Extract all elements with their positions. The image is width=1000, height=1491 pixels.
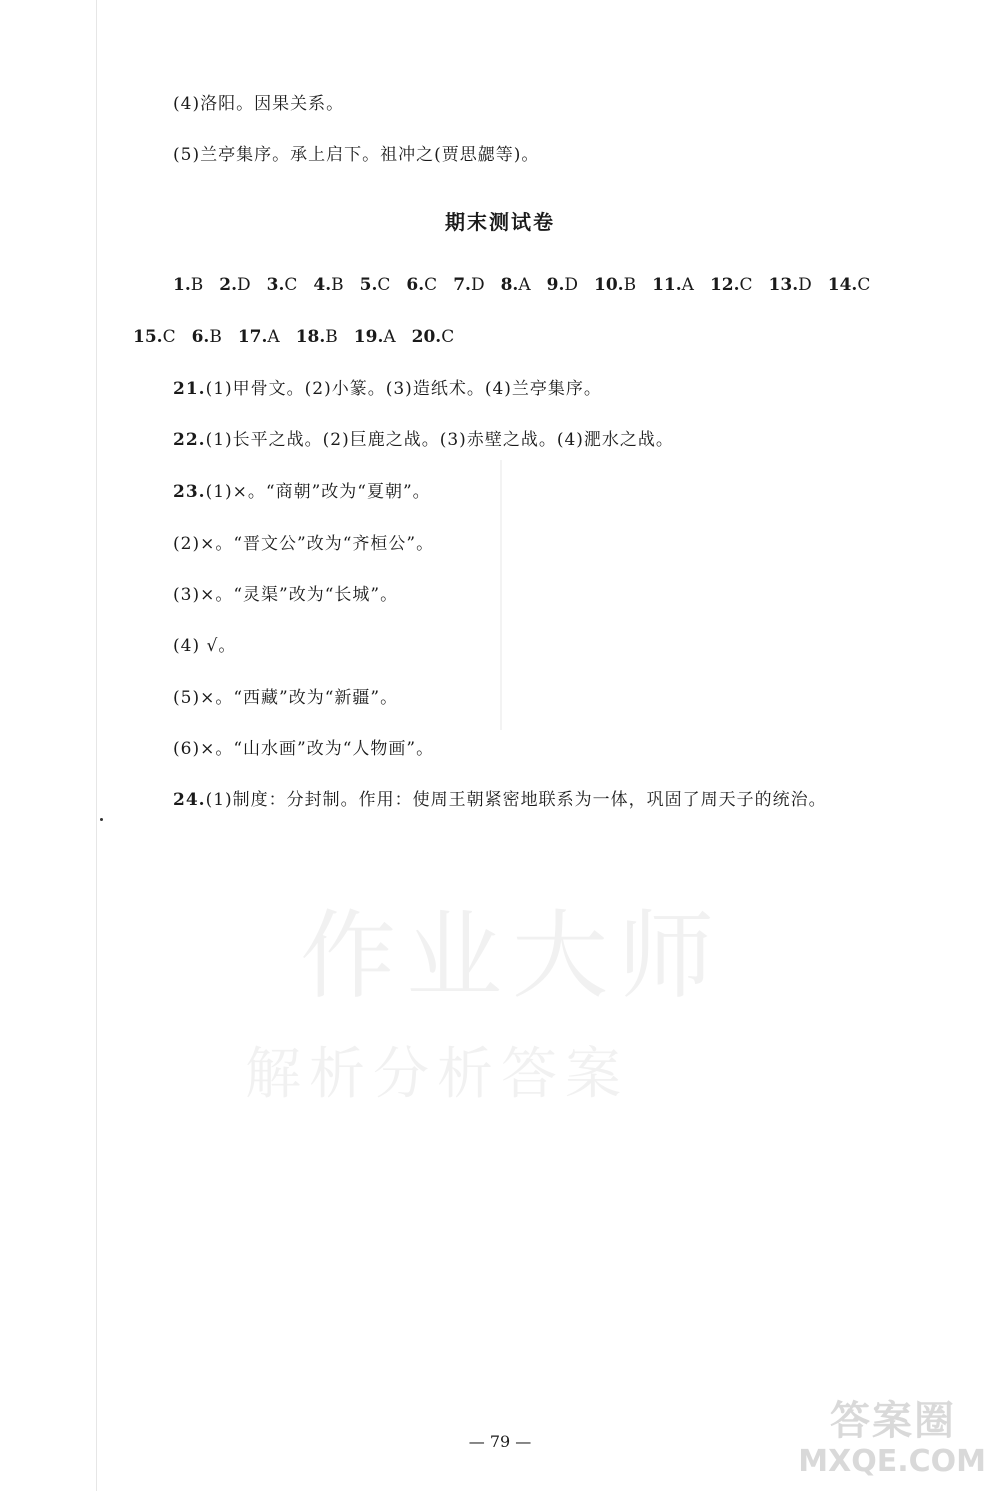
mc-answer-item xyxy=(710,274,753,296)
stamp-url-text: MXQE.COM xyxy=(798,1444,986,1479)
mc-question-number: 10. xyxy=(594,275,624,295)
mc-answer-letter: C xyxy=(739,275,753,295)
section-title: 期末测试卷 xyxy=(445,210,555,234)
mc-answers-row-2 xyxy=(133,326,470,348)
mc-answer-letter: C xyxy=(162,327,176,347)
mc-answer-letter: D xyxy=(237,275,251,295)
mc-answer-letter: D xyxy=(798,275,812,295)
question-23-part-5: (5)×。“西藏”改为“新疆”。 xyxy=(173,688,399,708)
question-23-part-2: (2)×。“晋文公”改为“齐桓公”。 xyxy=(173,534,435,554)
mc-question-number: 9. xyxy=(546,275,565,295)
mc-question-number: 5. xyxy=(359,275,378,295)
mc-question-number: 7. xyxy=(453,275,471,295)
mc-answer-item xyxy=(652,274,694,296)
mc-question-number: 19. xyxy=(353,327,384,347)
mc-question-number: 6. xyxy=(191,327,210,347)
question-answer: (1)×。“商朝”改为“夏朝”。 xyxy=(205,482,431,502)
mc-answer-letter: D xyxy=(564,275,578,295)
mc-question-number: 17. xyxy=(237,327,268,347)
mc-question-number: 8. xyxy=(500,275,519,295)
answer-line-5: (5)兰亭集序。承上启下。祖冲之(贾思勰等)。 xyxy=(173,145,540,165)
mc-question-number: 3. xyxy=(266,275,285,295)
mc-answer-letter: A xyxy=(681,275,694,295)
question-24 xyxy=(173,789,827,811)
question-23 xyxy=(173,481,431,503)
mc-answer-letter: C xyxy=(424,275,438,295)
question-answer: (1)甲骨文。(2)小篆。(3)造纸术。(4)兰亭集序。 xyxy=(205,379,602,399)
mc-answers-row-1 xyxy=(173,274,886,296)
mc-question-number: 2. xyxy=(219,275,237,295)
site-stamp-logo xyxy=(796,1389,986,1479)
mc-answer-item xyxy=(192,326,222,348)
mc-answer-letter: B xyxy=(325,327,338,347)
mc-question-number: 20. xyxy=(411,327,442,347)
mc-question-number: 4. xyxy=(313,275,332,295)
mc-answer-item xyxy=(133,326,176,348)
mc-question-number: 1. xyxy=(173,275,191,295)
mc-answer-item xyxy=(594,274,636,296)
question-23-part-4: (4) √。 xyxy=(173,636,237,656)
watermark-large-text: 作业大师 xyxy=(300,900,724,1012)
watermark-small-text: 解析分析答案 xyxy=(245,1042,629,1107)
stamp-logo-text: 答案圈 xyxy=(830,1398,956,1444)
mc-answer-item xyxy=(360,274,391,296)
mc-answer-item xyxy=(406,274,437,296)
mc-answer-letter: C xyxy=(857,275,871,295)
mc-answer-letter: B xyxy=(209,327,222,347)
question-number: 23. xyxy=(173,482,206,502)
question-number: 24. xyxy=(173,790,206,810)
mc-answer-item xyxy=(354,326,396,348)
mc-question-number: 6. xyxy=(406,275,425,295)
mc-answer-letter: D xyxy=(470,275,485,295)
scan-speck xyxy=(100,818,103,821)
mc-answer-letter: C xyxy=(441,327,455,347)
mc-answer-item xyxy=(313,274,343,296)
question-number: 22. xyxy=(173,430,206,450)
question-23-part-6: (6)×。“山水画”改为“人物画”。 xyxy=(173,739,435,759)
mc-answer-item xyxy=(173,274,203,296)
mc-question-number: 13. xyxy=(768,275,799,295)
mc-answer-letter: B xyxy=(623,275,637,295)
mc-answer-item xyxy=(547,274,578,296)
mc-answer-item xyxy=(267,274,298,296)
mc-answer-item xyxy=(219,274,250,296)
mc-question-number: 11. xyxy=(652,275,682,295)
answer-line-4: (4)洛阳。因果关系。 xyxy=(173,94,345,114)
mc-answer-letter: B xyxy=(190,275,204,295)
mc-question-number: 18. xyxy=(295,327,326,347)
mc-answer-item xyxy=(453,274,484,296)
mc-answer-item xyxy=(296,326,338,348)
mc-answer-letter: A xyxy=(267,327,280,347)
mc-question-number: 15. xyxy=(133,327,163,347)
mc-answer-item xyxy=(828,274,871,296)
mc-question-number: 12. xyxy=(709,275,740,295)
mc-question-number: 14. xyxy=(827,275,858,295)
mc-answer-letter: B xyxy=(331,275,344,295)
question-23-part-3: (3)×。“灵渠”改为“长城”。 xyxy=(173,585,399,605)
question-answer: (1)长平之战。(2)巨鹿之战。(3)赤壁之战。(4)淝水之战。 xyxy=(205,430,674,450)
mc-answer-letter: C xyxy=(284,275,298,295)
question-22 xyxy=(173,429,674,451)
mc-answer-letter: A xyxy=(383,327,396,347)
mc-answer-item xyxy=(769,274,812,296)
question-answer: (1)制度：分封制。作用：使周王朝紧密地联系为一体，巩固了周天子的统治。 xyxy=(205,790,827,810)
mc-answer-item xyxy=(501,274,531,296)
question-number: 21. xyxy=(173,379,206,399)
mc-answer-item xyxy=(238,326,280,348)
mc-answer-letter: C xyxy=(377,275,391,295)
question-21 xyxy=(173,378,602,400)
mc-answer-letter: A xyxy=(518,275,531,295)
page-number: — 79 — xyxy=(468,1432,532,1451)
mc-answer-item xyxy=(412,326,455,348)
